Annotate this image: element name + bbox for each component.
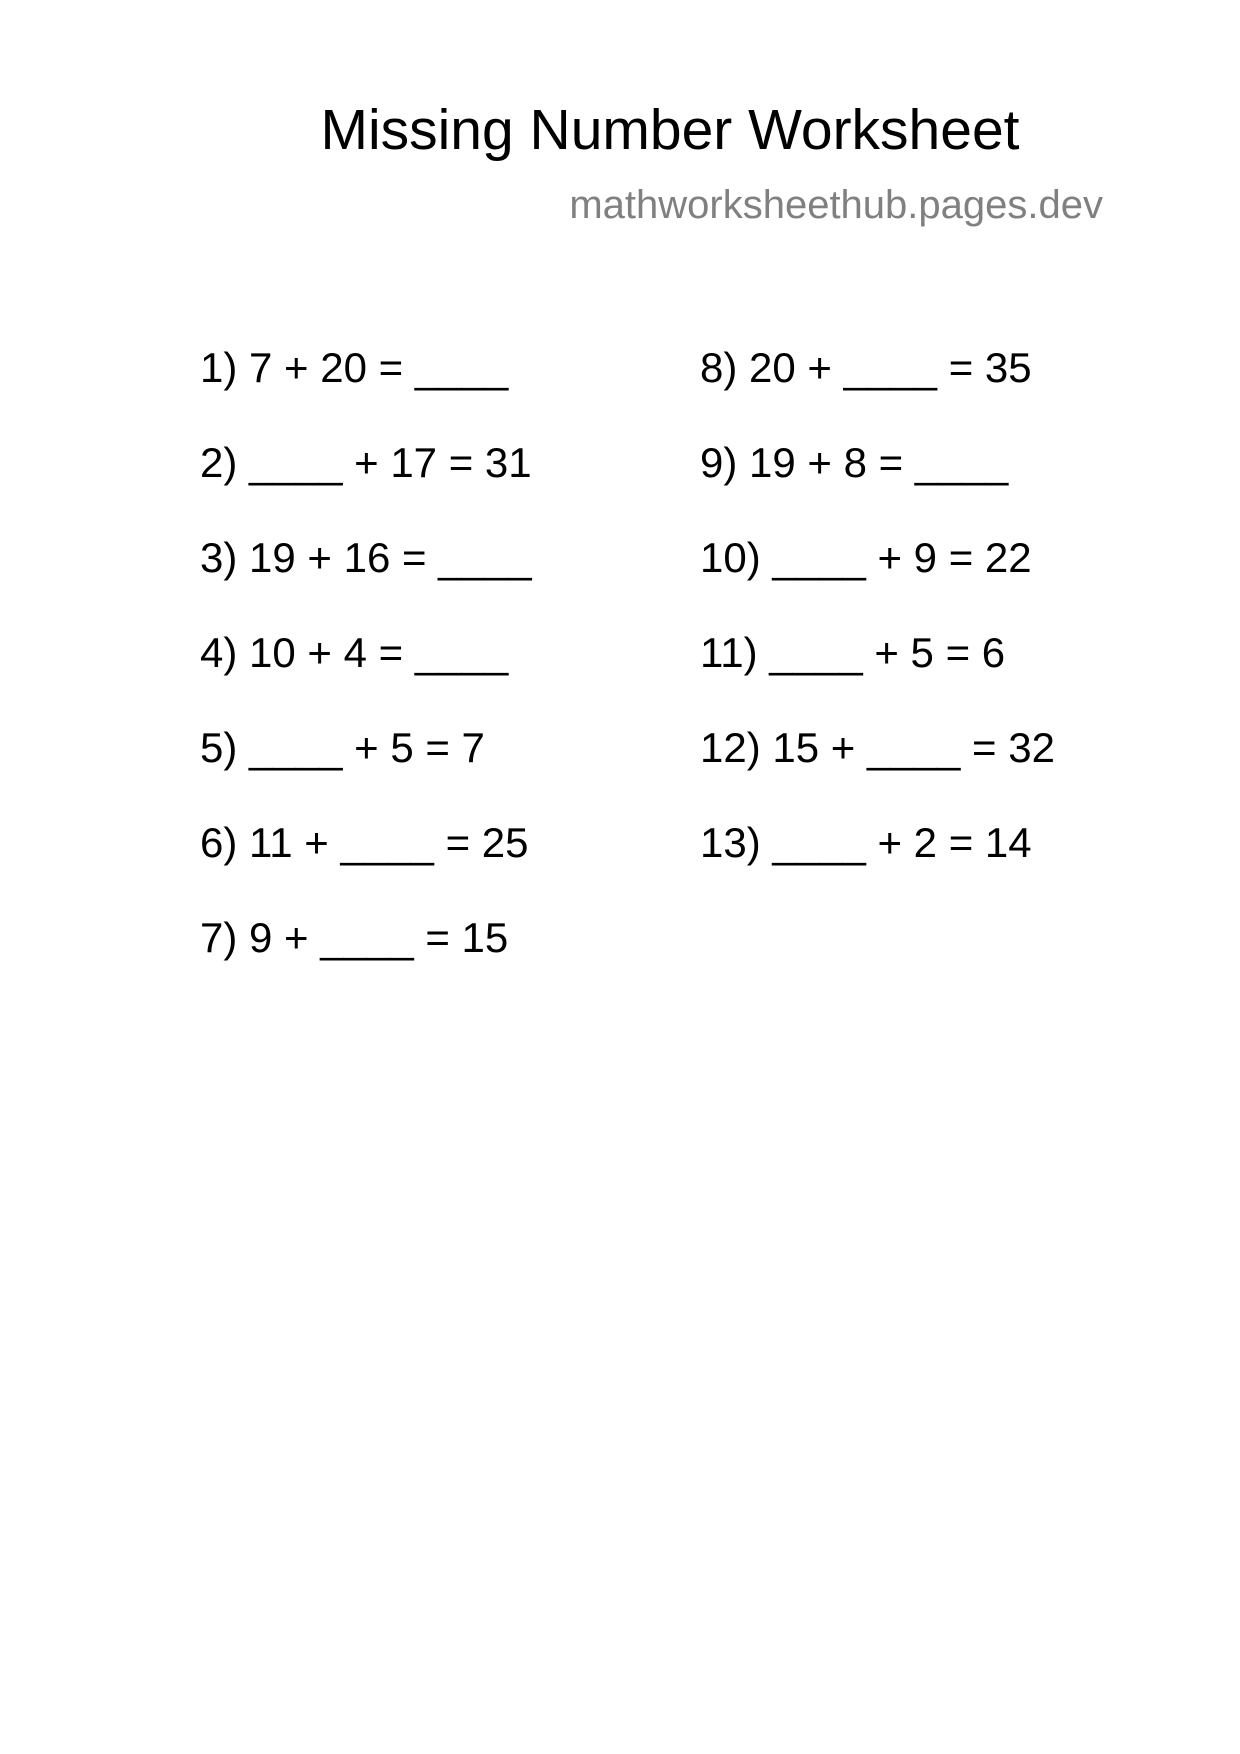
problem-12: 12) 15 + ____ = 32	[700, 724, 1055, 771]
problem-5: 5) ____ + 5 = 7	[200, 724, 485, 771]
worksheet-title: Missing Number Worksheet	[320, 98, 1020, 162]
problem-2: 2) ____ + 17 = 31	[200, 439, 532, 486]
problem-3: 3) 19 + 16 = ____	[200, 534, 532, 581]
problem-7: 7) 9 + ____ = 15	[200, 914, 509, 961]
problem-13: 13) ____ + 2 = 14	[700, 819, 1032, 866]
problem-10: 10) ____ + 9 = 22	[700, 534, 1032, 581]
problem-11: 11) ____ + 5 = 6	[700, 629, 1006, 676]
problem-4: 4) 10 + 4 = ____	[200, 629, 509, 676]
problem-6: 6) 11 + ____ = 25	[200, 819, 529, 866]
problem-8: 8) 20 + ____ = 35	[700, 344, 1032, 391]
problems-right-column	[700, 343, 1055, 913]
problems-left-column	[200, 343, 532, 1008]
problem-1: 1) 7 + 20 = ____	[200, 344, 509, 391]
website-url: mathworksheethub.pages.dev	[569, 183, 1103, 227]
problem-9: 9) 19 + 8 = ____	[700, 439, 1009, 486]
